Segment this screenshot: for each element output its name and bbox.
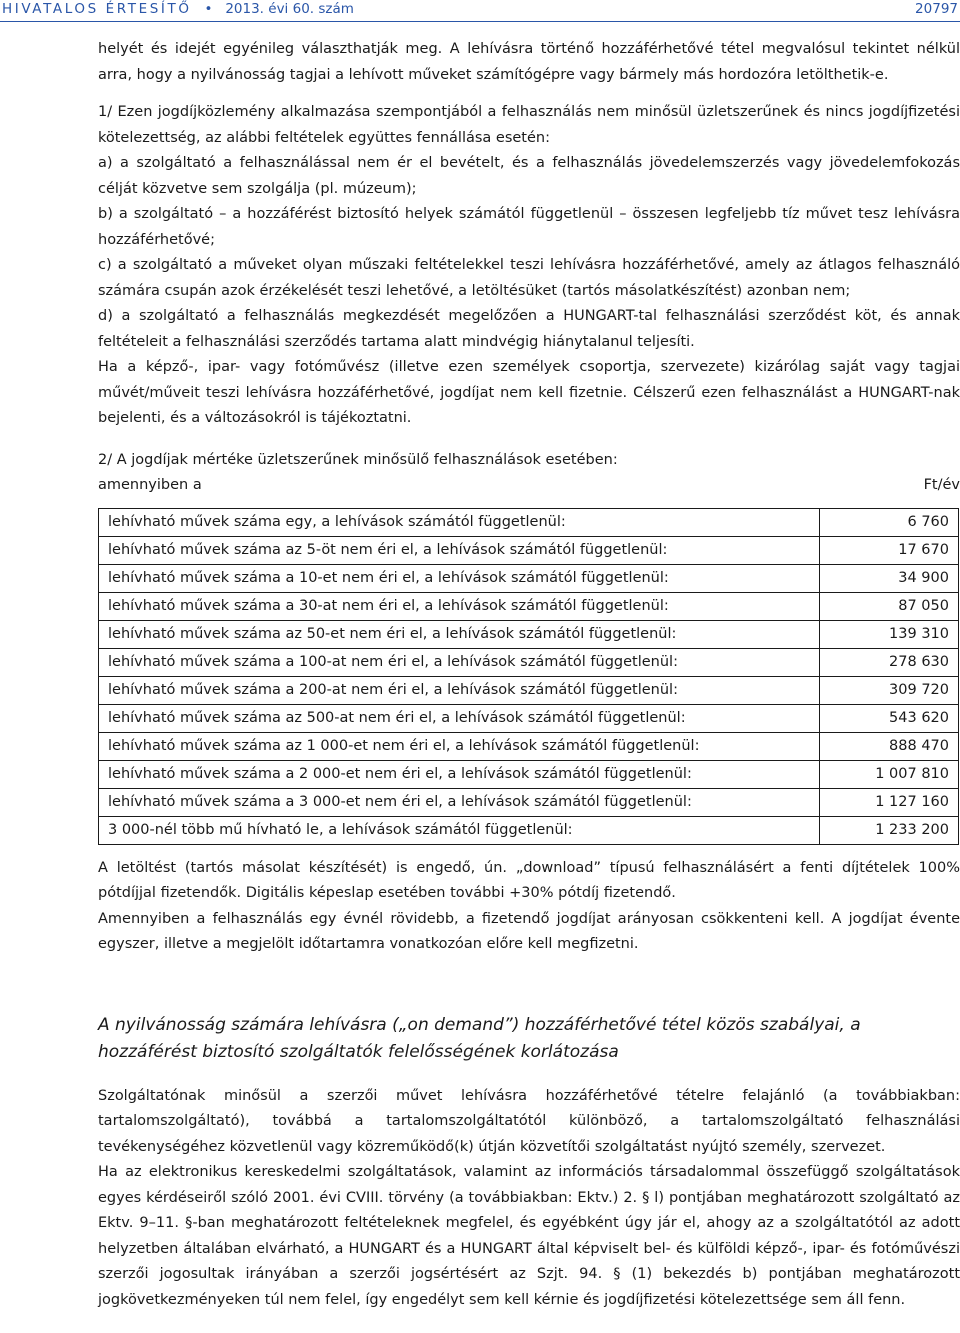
condition-d: d) a szolgáltató a felhasználás megkezdését megelőzően a HUNGART-tal felhasználási szerződést köt, és annak feltételeit a felhasználási szerződés tartama alatt mindvégig hiánytalanul teljesíti. (98, 308, 960, 350)
section1-intro: 1/ Ezen jogdíjközlemény alkalmazása szempontjából a felhasználás nem minősül üzletszerűnek és nincs jogdíjfizetési kötelezettség, az alábbi feltételek együttes fennállása esetén: (98, 104, 960, 146)
row-amount: 1 007 810 (820, 760, 959, 788)
table-row (99, 676, 959, 704)
journal-title: HIVATALOS ÉRTESÍTŐ (2, 1, 192, 17)
condition-b: b) a szolgáltató – a hozzáférést biztosító helyek számától függetlenül – összesen legfeljebb tíz művet tesz lehívásra hozzáférhetővé; (98, 206, 960, 248)
table-row (99, 648, 959, 676)
page-header (0, 0, 960, 22)
row-amount: 34 900 (820, 564, 959, 592)
page-number: 20797 (915, 1, 958, 17)
journal-info (2, 1, 354, 17)
condition-c: c) a szolgáltató a műveket olyan műszaki feltételekkel teszi lehívásra hozzáférhetővé, amely az átlagos felhasználó számára csupán azok érzékelését teszi lehetővé, a letöltésüket (tartós másolatkészítést) azonban nem; (98, 257, 960, 299)
page-content (98, 37, 960, 1313)
continuation-paragraph: helyét és idejét egyénileg választhatják meg. A lehívásra történő hozzáférhetővé tétel megvalósul tekintet nélkül arra, hogy a nyilvánosság tagjai a lehívott műveket számítógépre vagy bármely más hordozóra letölthetik-e. (98, 41, 960, 83)
row-amount: 1 233 200 (820, 816, 959, 844)
table-row (99, 788, 959, 816)
row-amount: 1 127 160 (820, 788, 959, 816)
artists-paragraph: Ha a képző-, ipar- vagy fotóművész (illetve ezen személyek csoportja, szervezete) kizárólag saját vagy tagjai művét/műveit teszi lehívásra hozzáférhetővé, jogdíjat nem kell fizetnie. Célszerű ezen felhasználást a HUNGART-nak bejelenti, és a változásokról is tájékoztatni. (98, 359, 960, 426)
table-column-headers (98, 473, 960, 499)
row-label: lehívható művek száma a 100-at nem éri el, a lehívások számától függetlenül: (99, 648, 820, 676)
row-label: lehívható művek száma az 5-öt nem éri el, a lehívások számától függetlenül: (99, 536, 820, 564)
table-row (99, 508, 959, 536)
table-row (99, 704, 959, 732)
short-period-note: Amennyiben a felhasználás egy évnél rövidebb, a fizetendő jogdíjat arányosan csökkenteni kell. A jogdíjat évente egyszer, illetve a megjelölt időtartamra vonatkozóan előre kell megfizetni. (98, 910, 960, 952)
table-row (99, 816, 959, 844)
table-row (99, 732, 959, 760)
table-row (99, 620, 959, 648)
column-label: amennyiben a (98, 477, 202, 493)
row-amount: 139 310 (820, 620, 959, 648)
row-label: lehívható művek száma a 3 000-et nem éri el, a lehívások számától függetlenül: (99, 788, 820, 816)
row-label: lehívható művek száma egy, a lehívások számától függetlenül: (99, 508, 820, 536)
row-label: lehívható művek száma az 1 000-et nem éri el, a lehívások számától függetlenül: (99, 732, 820, 760)
row-amount: 87 050 (820, 592, 959, 620)
table-row (99, 564, 959, 592)
row-label: lehívható művek száma a 2 000-et nem éri el, a lehívások számától függetlenül: (99, 760, 820, 788)
header-separator: • (195, 1, 222, 17)
provider-definition: Szolgáltatónak minősül a szerzői művet lehívásra hozzáférhetővé tételre felajánló (a továbbiakban: tartalomszolgáltató), továbbá a tartalomszolgáltatótól különböző, a tartalomszolgáltató felhasználási tevékenységéhez közvetlenül vagy közreműködő(k) útján közvetítői szolgáltatást nyújtó személy, szervezet. (98, 1087, 960, 1155)
liability-paragraph: Ha az elektronikus kereskedelmi szolgáltatások, valamint az információs társadalommal összefüggő szolgáltatások egyes kérdéseiről szóló 2001. évi CVIII. törvény (a továbbiakban: Ektv.) 2. § l) pontjában meghatározott szolgáltató az Ektv. 9–11. §-ban meghatározott feltételeknek megfelel, és egyébként úgy jár el, ahogy az a szolgáltatótól az adott helyzetben általában elvárható, a HUNGART és a HUNGART által képviselt bel- és külföldi képző-, ipar- és fotóművészi szerzői jogosultak irányában a szerzői jogsértésért az Szjt. 94. § (1) bekezdés b) pontjában meghatározott jogkövetkezményeken túl nem felel, így engedélyt sem kell kérnie és jogdíjfizetési kötelezettsége sem áll fenn. (98, 1164, 960, 1308)
journal-issue: 2013. évi 60. szám (225, 1, 354, 17)
table-row (99, 592, 959, 620)
row-amount: 888 470 (820, 732, 959, 760)
section3-heading: A nyilvánosság számára lehívásra („on demand”) hozzáférhetővé tétel közös szabályai, a hozzáférést biztosító szolgáltatók felelősségének korlátozása (98, 1014, 861, 1062)
row-label: lehívható művek száma az 50-et nem éri el, a lehívások számától függetlenül: (99, 620, 820, 648)
download-surcharge-note: A letöltést (tartós másolat készítését) is engedő, ún. „download” típusú felhasználásért a fenti díjtételek 100% pótdíjjal fizetendők. Digitális képeslap esetében további +30% pótdíj fizetendő. (98, 859, 960, 901)
row-amount: 17 670 (820, 536, 959, 564)
row-label: lehívható művek száma a 200-at nem éri el, a lehívások számától függetlenül: (99, 676, 820, 704)
row-label: 3 000-nél több mű hívható le, a lehívások számától függetlenül: (99, 816, 820, 844)
row-amount: 543 620 (820, 704, 959, 732)
fee-table (98, 508, 959, 845)
row-label: lehívható művek száma az 500-at nem éri el, a lehívások számától függetlenül: (99, 704, 820, 732)
row-label: lehívható művek száma a 10-et nem éri el, a lehívások számától függetlenül: (99, 564, 820, 592)
row-amount: 6 760 (820, 508, 959, 536)
section2-title: 2/ A jogdíjak mértéke üzletszerűnek minősülő felhasználások esetében: (98, 451, 618, 468)
table-row (99, 760, 959, 788)
column-unit: Ft/év (923, 477, 960, 493)
condition-a: a) a szolgáltató a felhasználással nem ér el bevételt, és a felhasználás jövedelemszerzés vagy jövedelemfokozás célját közvetve sem szolgálja (pl. múzeum); (98, 155, 960, 197)
row-amount: 309 720 (820, 676, 959, 704)
header-rule (0, 21, 960, 22)
table-row (99, 536, 959, 564)
row-amount: 278 630 (820, 648, 959, 676)
row-label: lehívható művek száma a 30-at nem éri el, a lehívások számától függetlenül: (99, 592, 820, 620)
